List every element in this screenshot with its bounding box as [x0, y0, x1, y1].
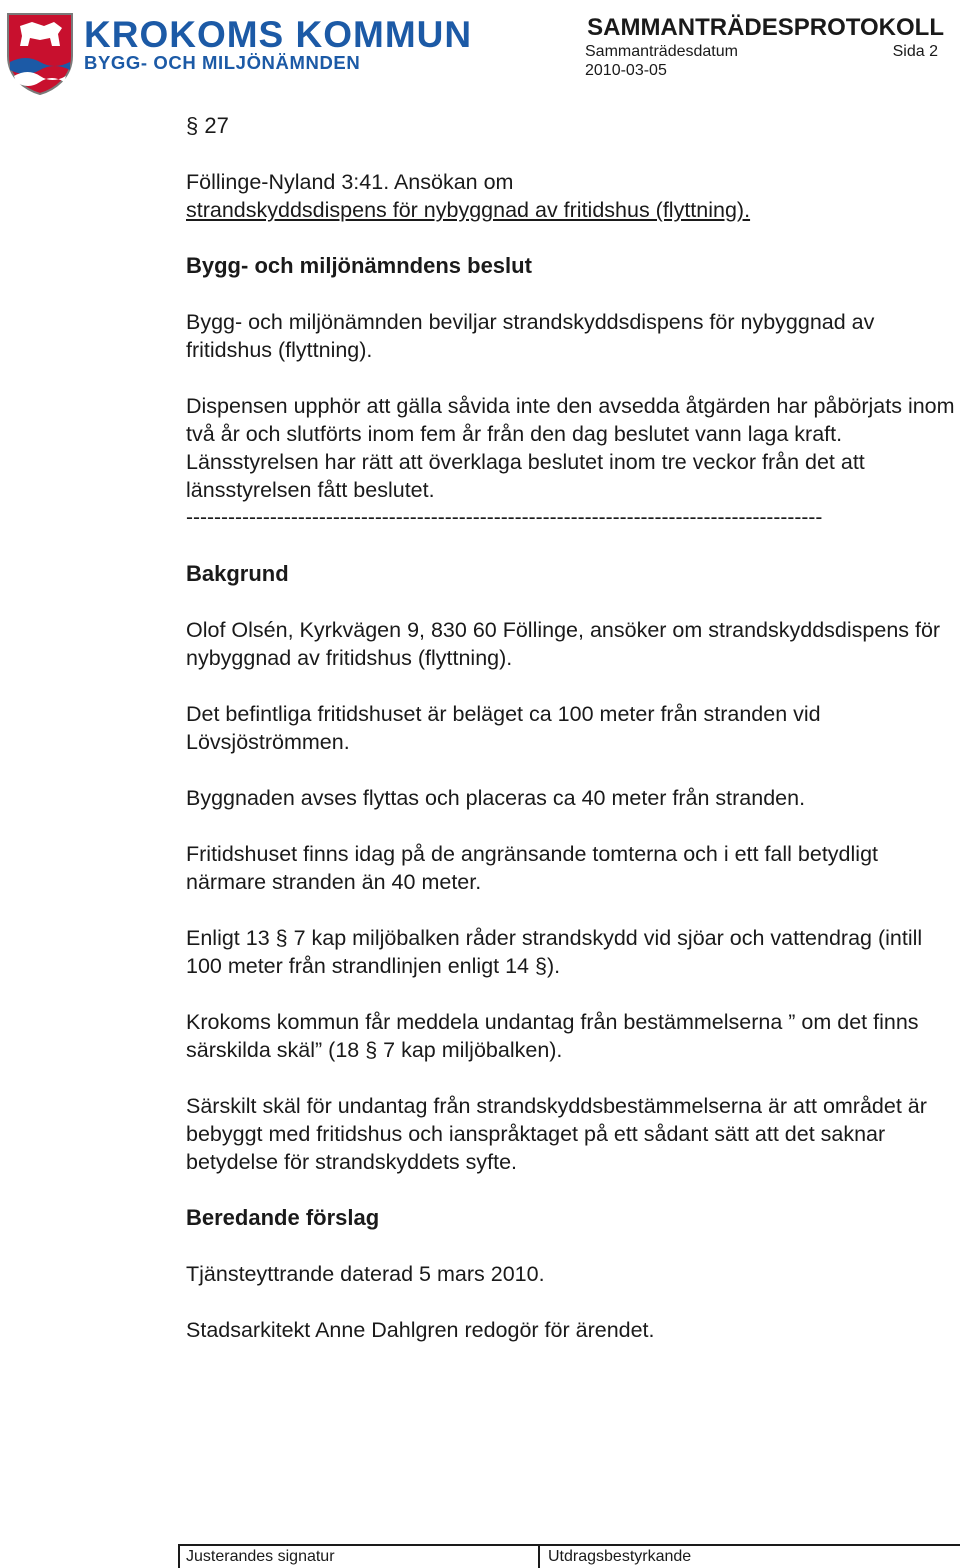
- proposal-heading: Beredande förslag: [186, 1205, 380, 1230]
- document-body: [186, 112, 956, 1372]
- background-paragraph: Enligt 13 § 7 kap miljöbalken råder strandskydd vid sjöar och vattendrag (intill 100 meter från strandlinjen enligt 14 §).: [186, 926, 923, 978]
- document-type: SAMMANTRÄDESPROTOKOLL: [587, 14, 944, 41]
- background-paragraph: Fritidshuset finns idag på de angränsande tomterna och i ett fall betydligt närmare stranden än 40 meter.: [186, 842, 878, 894]
- background-paragraph: Särskilt skäl för undantag från strandskyddsbestämmelserna är att området är bebyggt med fritidshus och ianspråktaget på ett sådant sätt att det saknar betydelse för strandskyddets syfte.: [186, 1094, 927, 1174]
- org-unit: BYGG- OCH MILJÖNÄMNDEN: [84, 52, 361, 73]
- org-name: KROKOMS KOMMUN: [84, 14, 473, 55]
- section-title-line-2: strandskyddsdispens för nybyggnad av fritidshus (flyttning).: [186, 198, 751, 222]
- background-paragraph: Byggnaden avses flyttas och placeras ca 40 meter från stranden.: [186, 786, 806, 810]
- document-header: [0, 0, 960, 100]
- page-number: Sida 2: [892, 43, 938, 60]
- section-title: [186, 168, 956, 224]
- section-divider: -------------------------------------------------------------------------------------------: [186, 506, 823, 529]
- background-paragraph: Olof Olsén, Kyrkvägen 9, 830 60 Föllinge, ansöker om strandskyddsdispens för nybyggnad av fritidshus (flyttning).: [186, 618, 941, 670]
- decision-heading: Bygg- och miljönämndens beslut: [186, 253, 532, 278]
- meeting-date: 2010-03-05: [585, 62, 667, 79]
- section-number: § 27: [186, 113, 229, 138]
- background-paragraph: Krokoms kommun får meddela undantag från bestämmelserna ” om det finns särskilda skäl” (18 § 7 kap miljöbalken).: [186, 1010, 919, 1062]
- decision-paragraph: Dispensen upphör att gälla såvida inte den avsedda åtgärden har påbörjats inom två år och slutförts inom fem år från den dag beslutet vann laga kraft. Länsstyrelsen har rätt att överklaga beslutet inom tre veckor från det att länsstyrelsen fått beslutet.: [186, 394, 955, 502]
- decision-paragraph: Bygg- och miljönämnden beviljar strandskyddsdispens för nybyggnad av fritidshus (flyttning).: [186, 310, 875, 362]
- municipal-coat-of-arms-icon: [6, 12, 74, 96]
- adjuster-signature-label: Justerandes signatur: [186, 1548, 335, 1565]
- proposal-paragraph: Stadsarkitekt Anne Dahlgren redogör för ärendet.: [186, 1318, 655, 1342]
- extract-certification-label: Utdragsbestyrkande: [548, 1548, 692, 1565]
- meeting-date-label: Sammanträdesdatum: [585, 43, 738, 60]
- proposal-paragraph: Tjänsteyttrande daterad 5 mars 2010.: [186, 1262, 545, 1286]
- background-paragraph: Det befintliga fritidshuset är beläget ca 100 meter från stranden vid Lövsjöströmmen.: [186, 702, 821, 754]
- signature-footer: [178, 1544, 960, 1568]
- background-heading: Bakgrund: [186, 561, 289, 586]
- section-title-line-1: Föllinge-Nyland 3:41. Ansökan om: [186, 170, 514, 194]
- footer-divider: [538, 1544, 540, 1568]
